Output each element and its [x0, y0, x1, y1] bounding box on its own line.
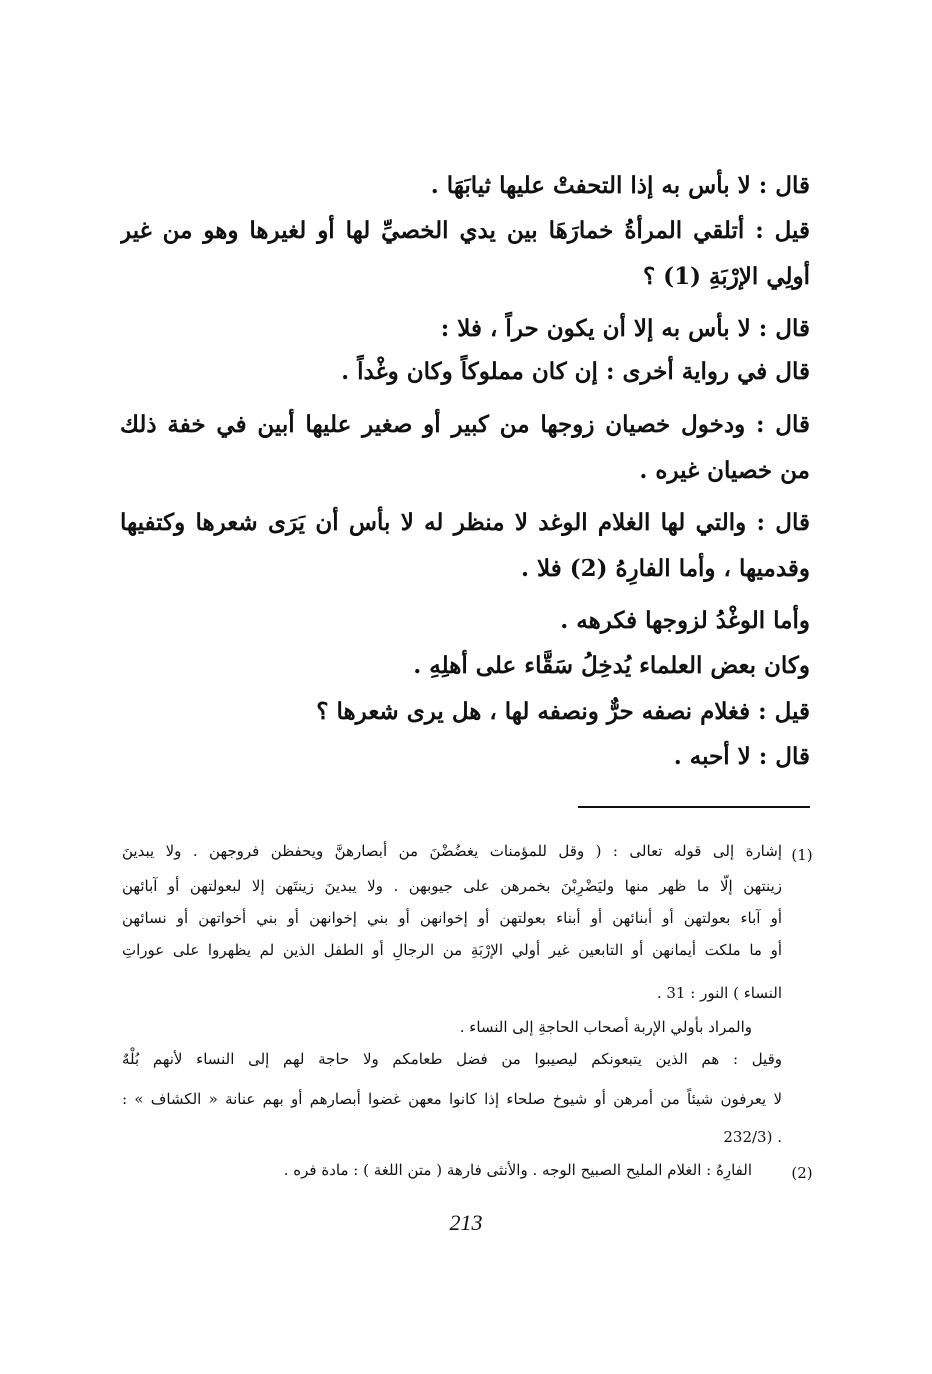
body-line-3: أولِي الإرْبَةِ (1) ؟ [642, 263, 810, 290]
body-line-2: قيل : أتلقي المرأةُ خمارَهَا بين يدي الخصيِّ لها أو لغيرها وهو من غير [120, 217, 810, 244]
footnote-1-line-8: لا يعرفون شيئاً من أمرهن أو شيوخ صلحاء إذا كانوا معهن غضوا أبصارهم أو بهم عنانة « الكشاف » : [122, 1090, 782, 1108]
footnote-1-line-3: أو آباء بعولتهن أو أبنائهن أو أبناء بعولتهن أو إخوانهن أو بني إخوانهن أو بني أخواتهن أو نسائهن [122, 909, 782, 927]
footnote-1-number: (1) [791, 846, 813, 864]
body-line-13: قال : لا أحبه . [673, 743, 810, 770]
body-line-11: وكان بعض العلماء يُدخِلُ سَقَّاء على أهلِهِ . [413, 652, 810, 679]
body-line-12: قيل : فغلام نصفه حرٌّ ونصفه لها ، هل يرى شعرها ؟ [316, 698, 810, 725]
footnote-1-line-7: وقيل : هم الذين يتبعونكم ليصيبوا من فضل طعامكم ولا حاجة لهم إلى النساء لأنهم بُلْهٌ [122, 1050, 782, 1068]
page-number: 213 [449, 1210, 483, 1235]
body-line-4: قال : لا بأس به إلا أن يكون حراً ، فلا : [440, 315, 810, 342]
footnote-1-line-9: . (232/3 [723, 1128, 782, 1146]
footnote-2-text: الفارِهُ : الغلام المليح الصبيح الوجه . والأنثى فارهة ( متن اللغة ) : مادة فره . [283, 1161, 752, 1179]
body-line-1: قال : لا بأس به إذا التحفتْ عليها ثيابَهَا . [430, 172, 810, 199]
footnote-2-number: (2) [791, 1164, 813, 1182]
body-line-6: قال : ودخول خصيان زوجها من كبير أو صغير عليها أبين في خفة ذلك [120, 411, 810, 438]
body-line-7: من خصيان غيره . [639, 457, 810, 484]
footnote-1-line-5: النساء ) النور : 31 . [656, 984, 782, 1002]
footnote-divider [578, 806, 810, 808]
body-line-10: وأما الوغْدُ لزوجها فكرهه . [560, 607, 810, 634]
footnote-1-line-6: والمراد بأولي الإربة أصحاب الحاجةِ إلى النساء . [459, 1018, 752, 1036]
body-line-8: قال : والتي لها الغلام الوغد لا منظر له لا بأس أن يَرَى شعرها وكتفيها [120, 509, 810, 536]
body-line-9: وقدميها ، وأما الفارِهُ (2) فلا . [520, 555, 810, 582]
body-line-5: قال في رواية أخرى : إن كان مملوكاً وكان وغْداً . [341, 358, 810, 385]
footnote-1-line-2: زينتهن إلّا ما ظهر منها وليَضْرِبْنَ بخمرهن على جيوبهن . ولا يبدينَ زينتَهن إلا لبعولتهن أو آبائهن [122, 877, 782, 895]
footnote-1-line-4: أو ما ملكت أيمانهن أو التابعين غير أولي الإرْبَةِ من الرجالِ أو الطفل الذين لم يظهروا على عوراتِ [122, 941, 782, 959]
footnote-1-line-1: إشارة إلى قوله تعالى : ( وقل للمؤمنات يغضُضْنَ من أبصارهنَّ ويحفظن فروجهن . ولا يبدينَ [122, 842, 782, 860]
